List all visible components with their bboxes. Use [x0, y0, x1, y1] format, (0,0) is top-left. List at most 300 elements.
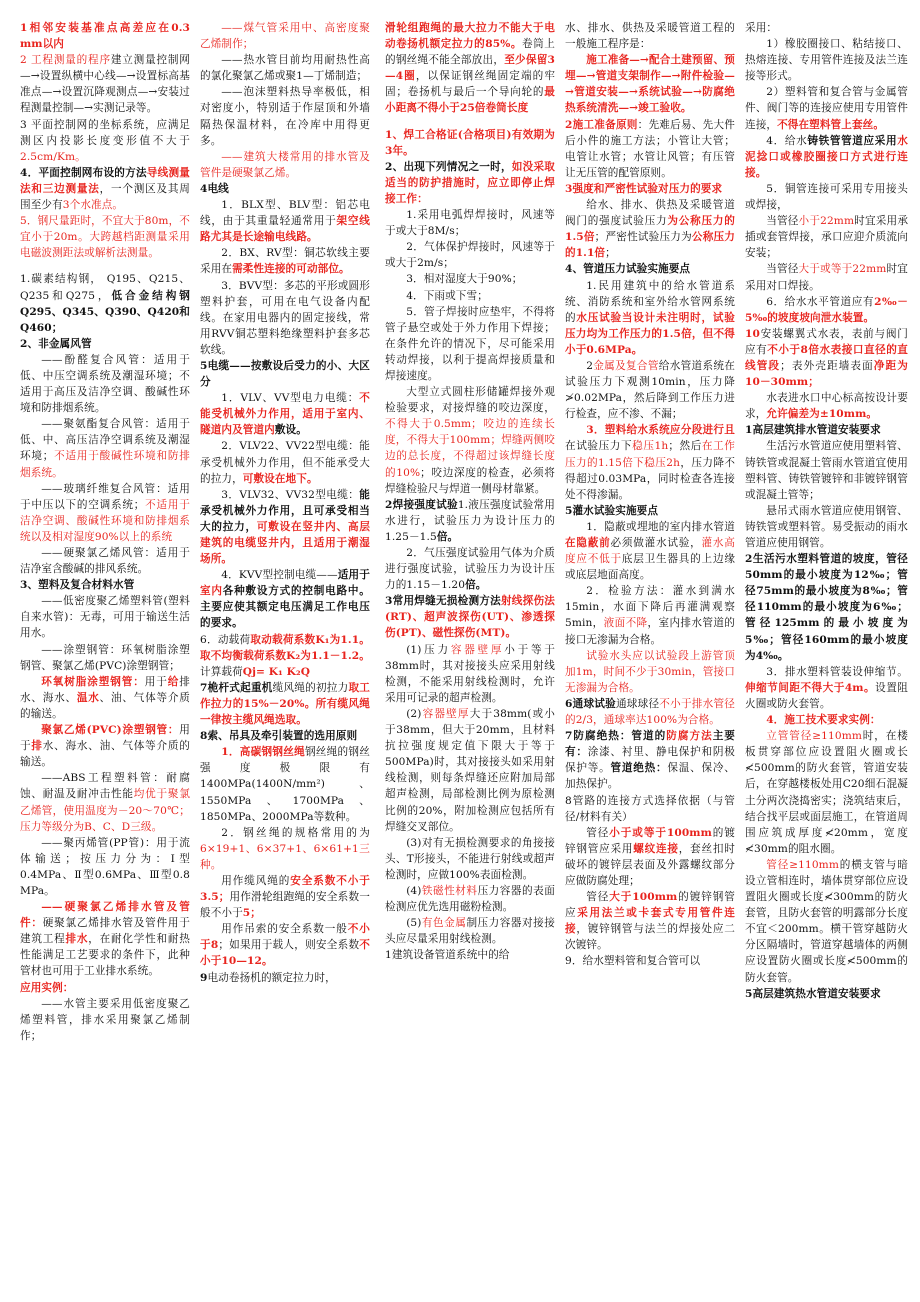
text-run: 倍。 [436, 530, 459, 543]
text-run: ，压力降不得超过0.03MPa，同时检查各连接处不得渗漏。 [565, 456, 735, 501]
paragraph [20, 20, 190, 52]
text-run: 压力容器的表面检测应优先选用磁粉检测。 [385, 884, 555, 914]
paragraph [200, 744, 370, 824]
text-run: 不小于排水管径的2/3，通球率达100%为合格。 [565, 697, 735, 727]
text-run: 铁磁性材料 [421, 884, 478, 897]
text-run: 给水管道系统在试验压力下观测10min，压力降≯0.02MPa，然后降到工作压力进行检查，应不渗、不漏； [565, 359, 735, 421]
text-run: 小于等于38mm时，其对接接头应采用射线检测，不能采用射线检测时，允许采用可记录的超声检测。 [385, 643, 555, 704]
paragraph [565, 889, 735, 953]
text-run: 1.采用电弧焊焊接时，风速等于或大于8M/s； [385, 209, 555, 238]
paragraph [565, 793, 735, 825]
text-run: 1.液压强度试验常用水进行，试验压力为设计压力的1.25－1.5 [385, 498, 555, 543]
text-run: 当管径 [766, 263, 799, 276]
paragraph [200, 52, 370, 84]
text-run: 小于22mm [798, 215, 855, 228]
paragraph [20, 52, 190, 116]
text-run: 6．给水水平管道应有 [766, 295, 875, 308]
paragraph [745, 503, 908, 551]
paragraph [385, 947, 555, 963]
paragraph [20, 336, 190, 352]
text-run: ；然后 [668, 440, 702, 453]
text-run: 主要有： [565, 730, 735, 759]
text-run: ，一个测区及其周围至少有 [20, 182, 190, 212]
paragraph [200, 487, 370, 567]
paragraph [745, 261, 908, 293]
text-run: 硬聚氯乙烯排水管及管件用于建筑工程 [20, 917, 190, 946]
text-run: 管径 [586, 826, 610, 839]
paragraph [200, 390, 370, 438]
text-run: ，镀锌钢管与法兰的焊接处应二次镀锌。 [565, 923, 735, 952]
text-run: 1．高碳钢钢丝绳 [221, 746, 305, 759]
paragraph [385, 915, 555, 947]
paragraph [20, 674, 190, 722]
text-run: 钢丝绳的钢丝强度极限有1400MPa(1400N/mm²)、1550MPa、1700MPa、1850MPa、2000MPa等数种。 [200, 746, 370, 823]
text-run: 1相邻安装基准点高差应在0.3 mm以内 [20, 22, 190, 51]
paragraph [745, 712, 908, 728]
text-run: 保温、保冷、加热保护。 [565, 762, 735, 791]
text-run: 4电线 [200, 182, 229, 195]
text-run: 、油、气体等介质的输送。 [20, 691, 190, 720]
text-run: 建立测量控制网—→设置纵横中心线—→设置标高基准点—→设置沉降观测点—→安装过程测量控制—→实测记录等。 [20, 54, 190, 115]
paragraph [200, 567, 370, 631]
paragraph [745, 326, 908, 390]
text-run: 3 平面控制网的坐标系统，应满足测区内投影长度变形值不大于 [20, 118, 190, 147]
text-run: 2．VLV22、VV22型电缆：能承受机械外力作用，但不能承受大的拉力， [200, 440, 370, 485]
text-run: 生活污水管道应使用塑料管、铸铁管或混凝土管雨水管道宜使用塑料管、铸铁管镀锌和非镀锌钢管或混凝土管等； [745, 440, 908, 501]
text-run: 7桅杆式起重机 [200, 681, 273, 694]
text-run: 3强度和严密性试验对压力的要求 [565, 182, 723, 195]
text-run: ，室内排水管道的接口无渗漏为合格。 [565, 617, 735, 646]
column-1 [20, 20, 190, 1290]
text-run: 3．塑料给水系统应分段进行且 [586, 424, 735, 437]
text-run: 排 [31, 740, 43, 753]
text-run: 5．钢尺量距时，不宜大于80m，不宜小于20m。大跨越档距测量 [20, 215, 190, 244]
text-run: 排水 [65, 933, 89, 946]
text-run: 有色金属 [421, 917, 467, 930]
text-run: 不能受机械外力作用，适用于室内、隧道内及管道内 [200, 392, 370, 437]
text-run: ——煤气管采用中、高密度聚乙烯制作； [200, 22, 370, 51]
paragraph [385, 497, 555, 545]
text-run: 2．检验方法：灌水到满水15min，水面下降后再灌满观察5min， [565, 585, 735, 630]
text-run: 不小于8倍水表接口直径的直线管段 [745, 343, 908, 372]
text-run: 用作缆风绳的 [221, 874, 291, 887]
text-run: 水、排水、供热及采暖管道工程的一般施工程序是： [565, 22, 735, 51]
text-run: 2．气压强度试验用气体为介质进行强度试验，试验压力为设计压力的1.15－1.20 [385, 547, 555, 592]
text-run: 聚氯乙烯(PVC)涂塑钢管： [41, 724, 180, 737]
text-run: ：先难后易、先大件后小件的施工方法；小管让大管；电管让水管；水管让风管；有压管让无压管的配管原则。 [565, 118, 735, 179]
column-2 [200, 20, 370, 1290]
text-run: 必须做灌水试验， [610, 537, 702, 549]
text-run: 2、非金属风管 [20, 337, 92, 350]
text-run: ——涂塑钢管：环氧树脂涂塑钢管、聚氯乙烯(PVC)涂塑钢管； [20, 643, 190, 672]
text-run: 在工作压力的1.15倍下稳压2h [565, 440, 735, 469]
text-run: 不小于8 [200, 923, 370, 952]
text-run: 3个水准点。 [62, 199, 124, 212]
paragraph [745, 20, 908, 36]
paragraph [20, 165, 190, 213]
text-run: 管径 [586, 891, 610, 904]
text-run: ——水管主要采用低密度聚乙烯塑料管，排水采用聚氯乙烯制作； [20, 997, 190, 1042]
text-run: ——ABS工程塑料管：耐腐蚀、耐温及耐冲击性能 [20, 772, 190, 801]
text-run: 5电缆——按敷设后受力的小、大区分 [200, 359, 370, 389]
text-run: 1．VLV、VV型电力电缆： [221, 392, 360, 405]
text-run: 9 [200, 971, 208, 984]
text-run: 2施工准备原则 [565, 118, 638, 131]
paragraph [565, 261, 735, 277]
text-run: 5．管子焊接时应垫牢，不得将管子悬空或处于外力作用下焊接；在条件允许的情况下，尽可能采用转动焊接，以利于提高焊接质量和焊接速度。 [385, 305, 555, 382]
paragraph [385, 239, 555, 271]
text-run: 安全系数不小于3.5； [200, 874, 370, 904]
text-run: 最小距离不得小于25倍卷筒长度 [385, 86, 555, 115]
paragraph [200, 825, 370, 873]
text-run: 设置阻火圈或防火套管。 [745, 681, 908, 710]
text-run: 容器壁厚 [421, 707, 470, 720]
paragraph [385, 545, 555, 593]
text-run: 管道绝热： [610, 762, 668, 775]
paragraph [200, 20, 370, 52]
text-run: 允许偏差为±10mm。 [766, 408, 878, 421]
text-run: ，在耐化学性和耐热性能满足工艺要求的条件下，此种管材也可用于工业排水系统。 [20, 933, 190, 978]
paragraph [745, 551, 908, 664]
paragraph [565, 278, 735, 358]
text-run: 3．相对湿度大于90%； [406, 273, 523, 286]
paragraph [200, 632, 370, 680]
paragraph [745, 213, 908, 261]
text-run: 液面不降 [603, 617, 648, 630]
paragraph-gap [20, 261, 190, 271]
paragraph [745, 728, 908, 857]
text-run: 用于 [20, 724, 190, 753]
text-run: 3．排水塑料管装设伸缩节。 [766, 665, 908, 678]
text-run: 1、焊工合格证(合格项目)有效期为3年。 [385, 128, 555, 157]
text-run: ——硬聚氯乙烯风管：适用于洁净室含酸碱的排风系统。 [20, 547, 190, 576]
text-run: 5．铜管连接可采用专用接头或焊接， [745, 182, 908, 212]
text-run: ，套丝扣时破坏的镀锌层表面及外露螺纹部分应做防腐处理； [565, 842, 735, 887]
text-run: 水压试验当设计未注明时，试验压力均为工作压力的1.5倍，但不得小于0.6MPa。 [565, 311, 735, 356]
text-run: 至少保留3—4圈 [385, 54, 555, 83]
paragraph [20, 980, 190, 996]
paragraph [20, 593, 190, 641]
text-run: 管径≥110mm [766, 858, 839, 871]
text-run: 给水、排水、供热及采暖管道阀门的强度试验压力 [565, 199, 735, 228]
paragraph [200, 181, 370, 197]
text-run: 时宜采用对口焊接。 [745, 263, 908, 292]
paragraph [565, 20, 735, 52]
paragraph [385, 835, 555, 883]
text-run: ；如果用于载人，则安全系数 [218, 939, 360, 952]
text-run: 1.民用建筑中的给水管道系统、消防系统和室外给水管网系统的 [565, 279, 735, 324]
text-run: 2 工程测量的程序 [20, 54, 111, 67]
text-run: 可敷设在地下。 [242, 472, 318, 485]
text-run: 涂漆、衬里、静电保护和阴极保护等。 [565, 746, 735, 775]
text-run: 采用： [745, 22, 778, 34]
text-run: 在试验压力下 [565, 440, 633, 453]
text-run: 大于100mm [609, 891, 678, 904]
paragraph [200, 680, 370, 728]
text-run: 在隐蔽前 [565, 537, 611, 549]
text-run: 5灌水试验实施要点 [565, 504, 659, 517]
text-run: 大于或等于22mm [798, 263, 887, 276]
text-run: (3)对有无损检测要求的角接接头、T形接头，不能进行射线或超声检测时，应做100%表面检测。 [385, 836, 555, 881]
text-run: ，以保证钢丝绳固定端的牢固；卷扬机与最后一个导向轮的 [385, 70, 555, 99]
paragraph [565, 197, 735, 261]
text-run: 1）橡胶圈接口、粘结接口、热熔连接、专用管件连接及法兰连接等形式。 [745, 38, 908, 83]
text-run: 3．BVV型：多芯的平形或圆形塑料护套，可用在电气设备内配线。在家用电器内的固定接线，常用RVV铜芯塑料绝缘塑料护套多芯软线。 [200, 279, 370, 356]
text-run: 的镀锌钢管应采用 [565, 826, 735, 855]
paragraph [385, 207, 555, 239]
text-run: 导线测量法和三边测量法 [20, 166, 190, 195]
column-3 [385, 20, 555, 1290]
text-run: 2．气体保护焊接时，风速等于或大于2m/s； [385, 241, 555, 270]
paragraph [20, 271, 190, 335]
text-run: 2．钢丝绳的规格常用的为 [221, 826, 370, 839]
text-run: 水、海水、油、气体等介质的输送。 [20, 740, 190, 769]
text-run: 容器壁厚 [450, 643, 505, 656]
paragraph [565, 358, 735, 422]
text-run: 不适用于洁净空调、酸碱性环境和防排烟系统以及相对湿度90%以上的系统 [20, 498, 190, 543]
paragraph [745, 986, 908, 1002]
text-run: ——建筑大楼常用的排水管及管件是硬聚氯乙烯。 [200, 150, 370, 179]
paragraph [20, 117, 190, 165]
paragraph [565, 953, 735, 969]
text-run: 8管路的连接方式选择依据（与管径/材料有关） [565, 794, 735, 823]
text-run: 7防腐绝热：管道的 [565, 730, 667, 743]
text-run: 不得大于0.5mm；咬边的连续长度，不得大于100mm；焊缝两侧咬边的总长度，不得超过该焊缝长度的10% [385, 418, 555, 479]
text-run: ——泡沫塑料热导率极低，相对密度小，特别适于作屋顶和外墙隔热保温材料，在冷库中用得更多。 [200, 86, 370, 147]
text-run: 敷设。 [274, 424, 307, 437]
paragraph [20, 416, 190, 480]
paragraph [20, 481, 190, 545]
paragraph [385, 706, 555, 835]
text-run: 用于 [144, 675, 168, 688]
paragraph [565, 181, 735, 197]
text-run: 2）塑料管和复合管与金属管件、阀门等的连接应使用专用管件连接， [745, 86, 908, 131]
text-run: 试验水头应以试验段上游管顶加1m，时间不少于30min，管接口无渗漏为合格。 [565, 649, 735, 694]
text-run: 9．给水塑料管和复合管可以 [565, 955, 701, 968]
paragraph [200, 358, 370, 390]
paragraph [565, 422, 735, 502]
paragraph [565, 503, 735, 519]
text-run: (2) [406, 707, 422, 720]
text-run: 应用实例： [20, 981, 74, 994]
text-run: ——硬聚氯乙烯排水管及管件： [20, 901, 190, 930]
text-run: 均优于聚氯乙烯管，使用温度为－20～70℃；压力等级分为B、C、D三级。 [20, 788, 190, 833]
text-run: 3．VLV32、VV32型电缆： [221, 488, 360, 501]
text-run: 水表进水口中心标高按设计要求， [745, 392, 908, 421]
paragraph [20, 213, 190, 261]
paragraph [745, 857, 908, 986]
paragraph [565, 696, 735, 728]
text-run: 6×19+1、6×37+1、6×61+1三种。 [200, 842, 370, 871]
paragraph [745, 438, 908, 502]
paragraph [385, 593, 555, 641]
text-run: 铸铁管管道应采用 [807, 134, 898, 147]
text-run: 适用于 [337, 569, 370, 582]
text-run: 大型立式圆柱形储罐焊接外观检验要求，对接焊缝的咬边深度， [385, 386, 555, 415]
text-run: 架空线路尤其是长途输电线路。 [200, 215, 370, 244]
text-run: 金属及复合管 [593, 359, 659, 372]
text-run: 悬吊式雨水管道应使用钢管、铸铁管或塑料管。易受振动的雨水管道应使用钢管。 [745, 504, 908, 549]
text-run: 1．BLX型、BLV型：铝芯电线，由于其重量轻通常用于 [200, 199, 370, 228]
paragraph [385, 288, 555, 304]
text-run: ——聚氨酯复合风管：适用于低、中、高压洁净空调系统及潮湿环境； [20, 418, 190, 463]
text-run: 6通球试验 [565, 697, 616, 710]
text-run: ——聚丙烯管(PP管)：用于流体输送；按压力分为：Ⅰ型0.4MPa、Ⅱ型0.6MPa、Ⅲ型0.8 MPa。 [20, 836, 190, 897]
text-run: 螺纹连接 [633, 842, 679, 855]
paragraph [20, 770, 190, 834]
paragraph [385, 883, 555, 915]
column-5 [745, 20, 908, 1290]
paragraph [565, 648, 735, 696]
paragraph [745, 664, 908, 712]
text-run: 4．给水 [766, 134, 808, 147]
text-run: 4．KVV型控制电缆—— [221, 569, 338, 582]
text-run: 为公称压力的1.5倍 [565, 215, 735, 244]
text-run: ——玻璃纤维复合风管：适用于中压以下的空调系统； [20, 482, 190, 511]
paragraph [565, 519, 735, 583]
text-run: 如没采取适当的防护措施时，应立即停止焊接工作： [385, 160, 555, 205]
text-run: 用作滑轮组跑绳的安全系数一般不小于 [200, 891, 370, 920]
text-run: 1高层建筑排水管道安装要求 [745, 424, 881, 437]
text-run: 安装螺翼式水表，表前与阀门应有 [745, 327, 908, 356]
paragraph [745, 133, 908, 181]
text-run: 水泥捻口或橡胶圈接口方式进行连接。 [745, 134, 908, 179]
text-run: 各种敷设方式的控制电路中。主要应使其额定电压满足工作电压的要求。 [200, 585, 370, 630]
text-run: 底层卫生器具的上边缘或底层地面高度。 [565, 553, 735, 582]
paragraph [745, 294, 908, 326]
text-run: ； [605, 247, 616, 260]
text-run: 10 [745, 327, 760, 340]
text-run: 大于38mm(或小于38mm，但大于20mm，且材料抗拉强度规定值下限大于等于500MPa)时，其对接接头如采用射线检测，则每条焊缝还应附加局部超声检测，局部检测比例为原检测比例的20%，附加检测应包括所有焊缝交叉部位。 [385, 707, 555, 833]
text-run: 缆风绳的初拉力 [272, 681, 349, 694]
text-run: ；表外壳距墙表面 [780, 359, 874, 372]
paragraph [385, 271, 555, 287]
text-run: 采用法兰或卡套式专用管件连接 [565, 907, 735, 936]
text-run: 防腐方法 [666, 730, 713, 743]
text-run: 电动卷扬机的额定拉力时， [207, 971, 336, 984]
paragraph [565, 583, 735, 647]
text-run: 时宜采用承插或套管焊接，承口应迎介质流向安装； [745, 215, 908, 260]
paragraph-gap [385, 117, 555, 127]
paragraph [20, 545, 190, 577]
text-run: 公称压力的1.1倍 [565, 231, 735, 260]
text-run: 3常用焊缝无损检测方法 [385, 595, 501, 608]
text-run: 的横支管与暗设立管相连时，墙体贯穿部位应设置阻火圈或长度≮300mm的防火套管，且防火套管的明露部分长度不宜＜200mm。横干管穿越防火分区隔墙时，管道穿越墙体的两侧应设置防火圈或长度≮500mm的防火套管。 [745, 858, 908, 984]
paragraph [200, 728, 370, 744]
text-run: 采用电磁波测距法或解析法测量。 [20, 231, 190, 260]
paragraph [200, 921, 370, 969]
paragraph [20, 642, 190, 674]
text-run: 需柔性连接的可动部位。 [232, 263, 350, 276]
text-run: ；严密性试验压力为 [594, 231, 692, 244]
text-run: ——酚醛复合风管：适用于低、中压空调系统及潮湿环境；不适用于高压及洁净空调、酸碱性环境和防排烟系统。 [20, 353, 190, 415]
text-run: 灌水高度应不低于 [565, 537, 735, 566]
paragraph [20, 577, 190, 593]
text-run: 2‰－5‰的坡度坡向泄水装置。 [745, 295, 908, 324]
text-run: 2焊接强度试验 [385, 498, 458, 511]
text-run: (1)压力 [406, 643, 451, 656]
paragraph [200, 873, 370, 921]
text-run: Qj= K₁ K₂Q [242, 665, 311, 678]
text-run: 8索、吊具及牵引装置的选用原则 [200, 730, 358, 743]
text-run: 稳压1h [632, 440, 669, 453]
text-run: 排水、海水、 [20, 675, 190, 704]
paragraph [745, 181, 908, 213]
paragraph [200, 149, 370, 181]
text-run: 取工作拉力的15%－20%。所有缆风绳一律按主缆风绳选取。 [200, 681, 370, 727]
paragraph [745, 390, 908, 422]
text-run: 2．BX、RV型：铜芯软线主要采用在 [200, 247, 370, 276]
text-run: (5) [406, 917, 422, 930]
paragraph [200, 438, 370, 486]
text-run: 2 [586, 359, 594, 372]
text-run: 4．施工技术要求实例： [766, 714, 881, 727]
text-run: 温水 [76, 691, 100, 704]
paragraph [20, 722, 190, 770]
text-run: 4、管道压力试验实施要点 [565, 263, 691, 276]
paragraph [200, 84, 370, 148]
text-run: 低合金结构钢Q295、Q345、Q390、Q420和Q460； [20, 289, 190, 334]
text-run: 净距为10－30mm； [745, 359, 908, 389]
paragraph [200, 197, 370, 245]
paragraph [385, 20, 555, 117]
paragraph [745, 422, 908, 438]
paragraph [200, 970, 370, 986]
text-run: ；咬边深度的检查，必须将焊缝检验尺与焊道一侧母材靠紧。 [385, 466, 555, 495]
text-run: 卷筒上的钢丝绳不能全部放出， [385, 38, 555, 67]
text-run: 给 [167, 675, 180, 688]
text-run: 滑轮组跑绳的最大拉力不能大于电动卷扬机额定拉力的85%。 [385, 22, 555, 51]
text-run: 室内 [200, 585, 223, 598]
paragraph [200, 245, 370, 277]
text-run: 5高层建筑热水管道安装要求 [745, 987, 881, 1000]
text-run: 6．动载荷 [200, 633, 251, 646]
paragraph [385, 159, 555, 207]
text-run: 不得在塑料管上套丝。 [777, 118, 885, 131]
text-run: 5； [242, 907, 261, 920]
text-run: 2生活污水塑料管道的坡度，管径50mm的最小坡度为12‰；管径75mm的最小坡度为8‰；管径110mm的最小坡度为6‰；管径125mm的最小坡度为5‰；管径160mm的最小坡度为4‰。 [745, 553, 908, 662]
paragraph [745, 84, 908, 132]
text-run: 当管径 [766, 215, 799, 228]
paragraph [565, 52, 735, 116]
text-run: 1.碳素结构钢， Q195、Q215、Q235和Q275， [20, 273, 190, 302]
text-run: 倍。 [465, 579, 487, 592]
text-run: 射线探伤法(RT)、超声波探伤(UT)、渗透探伤(PT)、磁性探伤(MT)。 [385, 595, 555, 640]
paragraph [385, 304, 555, 384]
text-run: 能承受机械外力作用，且可承受相当大的拉力， [200, 488, 370, 533]
text-run: 通球球径 [615, 697, 660, 710]
text-run: 制压力容器对接接头应尽量采用射线检测。 [385, 917, 555, 946]
text-run: 4．下雨或下雪； [406, 289, 488, 302]
text-run: 环氧树脂涂塑钢管： [41, 675, 145, 688]
text-run: 施工准备—→配合土建预留、预埋—→管道支架制作—→附件检验—→管道安装—→系统试验—→防腐绝热系统清洗—→竣工验收。 [565, 54, 735, 115]
text-run: 立管管径≥110mm [766, 730, 862, 743]
text-run: 小于或等于100mm [609, 826, 712, 839]
paragraph [565, 728, 735, 792]
paragraph [200, 278, 370, 358]
text-run: 4．平面控制网布设的方法 [20, 166, 147, 179]
paragraph [20, 996, 190, 1044]
paragraph [385, 642, 555, 706]
paragraph [385, 127, 555, 159]
text-run: ——热水管目前均用耐热性高的氯化聚氯乙烯或聚1—丁烯制造； [200, 54, 370, 83]
column-4 [565, 20, 735, 1290]
text-run: 3、塑料及复合材料水管 [20, 579, 135, 592]
text-run: 1建筑设备管道系统中的给 [385, 949, 510, 962]
paragraph [745, 36, 908, 84]
text-run: 计算载荷 [200, 665, 243, 678]
text-run: 不小于10—12。 [200, 939, 370, 968]
